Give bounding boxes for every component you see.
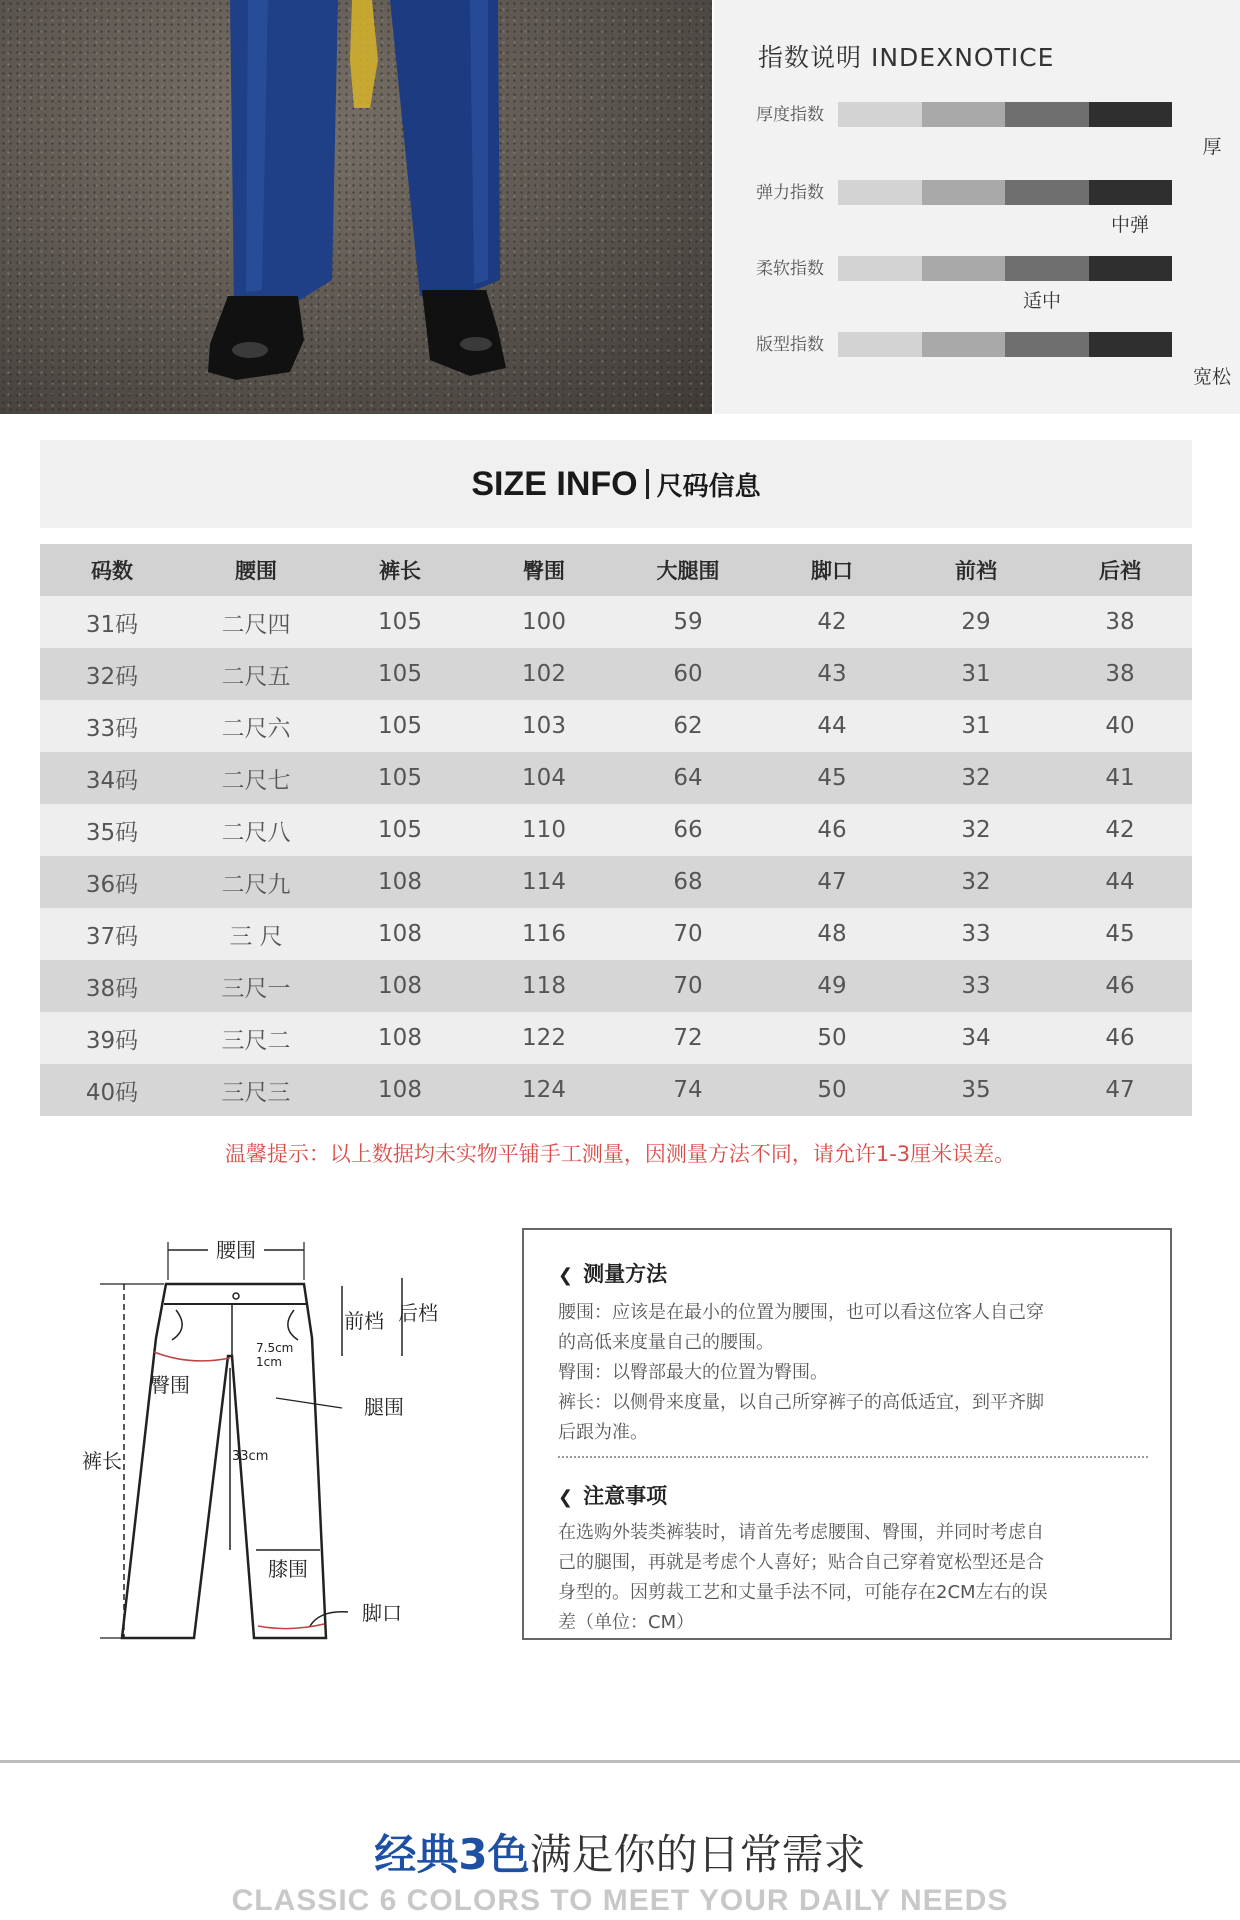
table-cell: 66 — [616, 804, 760, 856]
table-row — [40, 1064, 1192, 1116]
dotted-divider — [558, 1456, 1148, 1458]
table-cell: 45 — [1048, 908, 1192, 960]
chevron-left-icon: ❮ — [558, 1487, 574, 1508]
table-cell: 108 — [328, 908, 472, 960]
table-cell: 35 — [904, 1064, 1048, 1116]
table-cell: 50 — [760, 1012, 904, 1064]
text-line: 在选购外装类裤装时，请首先考虑腰围、臀围，并同时考虑自 — [558, 1522, 1044, 1543]
table-cell: 二尺九 — [184, 856, 328, 908]
table-cell: 39码 — [40, 1012, 184, 1064]
table-cell: 二尺六 — [184, 700, 328, 752]
table-cell: 105 — [328, 804, 472, 856]
table-cell: 104 — [472, 752, 616, 804]
back-rise-label: 后档 — [398, 1301, 438, 1325]
slogan-highlight: 经典3色 — [374, 1830, 530, 1879]
table-cell: 48 — [760, 908, 904, 960]
table-cell: 62 — [616, 700, 760, 752]
notice-heading — [558, 1480, 667, 1510]
table-row — [40, 908, 1192, 960]
length-label: 裤长 — [82, 1449, 122, 1473]
table-cell: 64 — [616, 752, 760, 804]
table-cell: 70 — [616, 908, 760, 960]
waist-label: 腰围 — [216, 1238, 256, 1262]
column-header: 大腿围 — [616, 544, 760, 596]
knee-label: 膝围 — [268, 1557, 308, 1581]
table-cell: 32码 — [40, 648, 184, 700]
table-cell: 44 — [760, 700, 904, 752]
fit-index — [756, 332, 1232, 392]
table-cell: 100 — [472, 596, 616, 648]
table-cell: 32 — [904, 804, 1048, 856]
table-cell: 33 — [904, 960, 1048, 1012]
table-cell: 31 — [904, 648, 1048, 700]
table-cell: 45 — [760, 752, 904, 804]
index-label: 弹力指数 — [756, 183, 824, 203]
table-cell: 42 — [760, 596, 904, 648]
size-info-title-en: SIZE INFO — [471, 464, 638, 503]
text-line: 后跟为准。 — [558, 1422, 648, 1443]
table-cell: 114 — [472, 856, 616, 908]
table-row — [40, 700, 1192, 752]
thigh-label: 腿围 — [364, 1395, 404, 1419]
front-rise-label: 前档 — [344, 1309, 384, 1333]
table-cell: 122 — [472, 1012, 616, 1064]
table-cell: 70 — [616, 960, 760, 1012]
notice-text — [558, 1518, 1148, 1638]
table-cell: 三尺二 — [184, 1012, 328, 1064]
index-scale-bar — [838, 256, 1172, 281]
table-cell: 47 — [760, 856, 904, 908]
slogan-english: CLASSIC 6 COLORS TO MEET YOUR DAILY NEEDS — [231, 1884, 1009, 1917]
table-cell: 二尺四 — [184, 596, 328, 648]
column-header: 后裆 — [1048, 544, 1192, 596]
index-label: 厚度指数 — [756, 105, 824, 125]
table-cell: 34 — [904, 1012, 1048, 1064]
column-header: 码数 — [40, 544, 184, 596]
table-cell: 47 — [1048, 1064, 1192, 1116]
table-cell: 二尺七 — [184, 752, 328, 804]
index-label: 版型指数 — [756, 335, 824, 355]
table-cell: 49 — [760, 960, 904, 1012]
title-divider — [646, 469, 649, 499]
index-value: 中弹 — [1110, 214, 1150, 236]
table-cell: 38 — [1048, 648, 1192, 700]
table-cell: 36码 — [40, 856, 184, 908]
table-cell: 29 — [904, 596, 1048, 648]
table-cell: 三 尺 — [184, 908, 328, 960]
table-header-row — [40, 544, 1192, 596]
text-line: 差（单位：CM） — [558, 1612, 695, 1633]
chevron-left-icon: ❮ — [558, 1265, 574, 1286]
thickness-index — [756, 102, 1222, 162]
table-cell: 三尺一 — [184, 960, 328, 1012]
table-cell: 105 — [328, 752, 472, 804]
index-label: 柔软指数 — [756, 259, 824, 279]
rise-measure-1: 1cm — [256, 1355, 282, 1369]
index-notice-title: 指数说明 INDEXNOTICE — [758, 43, 1055, 72]
product-photo — [0, 0, 712, 414]
table-cell: 32 — [904, 856, 1048, 908]
table-row — [40, 804, 1192, 856]
size-table — [40, 544, 1192, 1116]
slogan-rest: 满足你的日常需求 — [529, 1830, 866, 1879]
table-cell: 60 — [616, 648, 760, 700]
table-cell: 124 — [472, 1064, 616, 1116]
table-row — [40, 856, 1192, 908]
table-cell: 72 — [616, 1012, 760, 1064]
index-value: 厚 — [1202, 136, 1222, 158]
text-line: 臀围：以臀部最大的位置为臀围。 — [558, 1362, 828, 1383]
column-header: 前裆 — [904, 544, 1048, 596]
rise-measure-75: 7.5cm — [256, 1341, 294, 1355]
table-cell: 105 — [328, 648, 472, 700]
size-info-header — [40, 440, 1192, 528]
index-scale-bar — [838, 102, 1172, 127]
section-divider — [0, 1760, 1240, 1763]
text-line: 腰围：应该是在最小的位置为腰围，也可以看这位客人自己穿 — [558, 1302, 1044, 1323]
table-cell: 33 — [904, 908, 1048, 960]
table-cell: 46 — [1048, 960, 1192, 1012]
table-cell: 42 — [1048, 804, 1192, 856]
notice-title: 注意事项 — [583, 1484, 668, 1508]
index-notice-panel — [714, 0, 1240, 414]
pants-measurement-diagram — [80, 1228, 480, 1662]
hip-label: 臀围 — [150, 1373, 190, 1397]
table-cell: 二尺五 — [184, 648, 328, 700]
table-cell: 37码 — [40, 908, 184, 960]
column-header: 裤长 — [328, 544, 472, 596]
knee-height-measure: 33cm — [232, 1449, 269, 1464]
elasticity-index — [756, 180, 1196, 240]
table-cell: 44 — [1048, 856, 1192, 908]
text-line: 己的腿围，再就是考虑个人喜好；贴合自己穿着宽松型还是合 — [558, 1552, 1044, 1573]
measurement-instructions — [522, 1228, 1172, 1640]
table-cell: 三尺三 — [184, 1064, 328, 1116]
index-scale-bar — [838, 180, 1172, 205]
table-cell: 38码 — [40, 960, 184, 1012]
table-cell: 108 — [328, 960, 472, 1012]
text-line: 的高低来度量自己的腰围。 — [558, 1332, 774, 1353]
table-cell: 40码 — [40, 1064, 184, 1116]
table-cell: 108 — [328, 856, 472, 908]
table-cell: 116 — [472, 908, 616, 960]
column-header: 脚口 — [760, 544, 904, 596]
index-value: 适中 — [1022, 290, 1062, 312]
text-line: 裤长：以侧骨来度量，以自己所穿裤子的高低适宜，到平齐脚 — [558, 1392, 1044, 1413]
slogan — [0, 1822, 1240, 1882]
table-cell: 32 — [904, 752, 1048, 804]
table-cell: 38 — [1048, 596, 1192, 648]
table-cell: 105 — [328, 700, 472, 752]
table-cell: 33码 — [40, 700, 184, 752]
table-cell: 46 — [1048, 1012, 1192, 1064]
table-cell: 40 — [1048, 700, 1192, 752]
method-text — [558, 1298, 1148, 1448]
table-cell: 43 — [760, 648, 904, 700]
method-title: 测量方法 — [583, 1262, 668, 1286]
method-heading — [558, 1258, 667, 1288]
table-cell: 110 — [472, 804, 616, 856]
table-row — [40, 596, 1192, 648]
softness-index — [756, 256, 1196, 316]
size-info-title-cn: 尺码信息 — [656, 471, 761, 502]
table-cell: 46 — [760, 804, 904, 856]
table-row — [40, 1012, 1192, 1064]
table-cell: 74 — [616, 1064, 760, 1116]
table-row — [40, 752, 1192, 804]
table-row — [40, 648, 1192, 700]
table-cell: 50 — [760, 1064, 904, 1116]
table-cell: 31码 — [40, 596, 184, 648]
table-cell: 41 — [1048, 752, 1192, 804]
measurement-tip: 温馨提示：以上数据均未实物平铺手工测量，因测量方法不同，请允许1-3厘米误差。 — [224, 1142, 1016, 1166]
table-cell: 108 — [328, 1064, 472, 1116]
hem-label: 脚口 — [362, 1601, 402, 1625]
table-cell: 118 — [472, 960, 616, 1012]
table-cell: 103 — [472, 700, 616, 752]
table-cell: 31 — [904, 700, 1048, 752]
table-cell: 二尺八 — [184, 804, 328, 856]
table-cell: 105 — [328, 596, 472, 648]
table-cell: 59 — [616, 596, 760, 648]
column-header: 臀围 — [472, 544, 616, 596]
column-header: 腰围 — [184, 544, 328, 596]
text-line: 身型的。因剪裁工艺和丈量手法不同，可能存在2CM左右的误 — [558, 1582, 1048, 1603]
table-cell: 102 — [472, 648, 616, 700]
table-cell: 108 — [328, 1012, 472, 1064]
table-cell: 68 — [616, 856, 760, 908]
index-scale-bar — [838, 332, 1172, 357]
table-cell: 35码 — [40, 804, 184, 856]
table-row — [40, 960, 1192, 1012]
table-cell: 34码 — [40, 752, 184, 804]
index-value: 宽松 — [1192, 366, 1232, 388]
